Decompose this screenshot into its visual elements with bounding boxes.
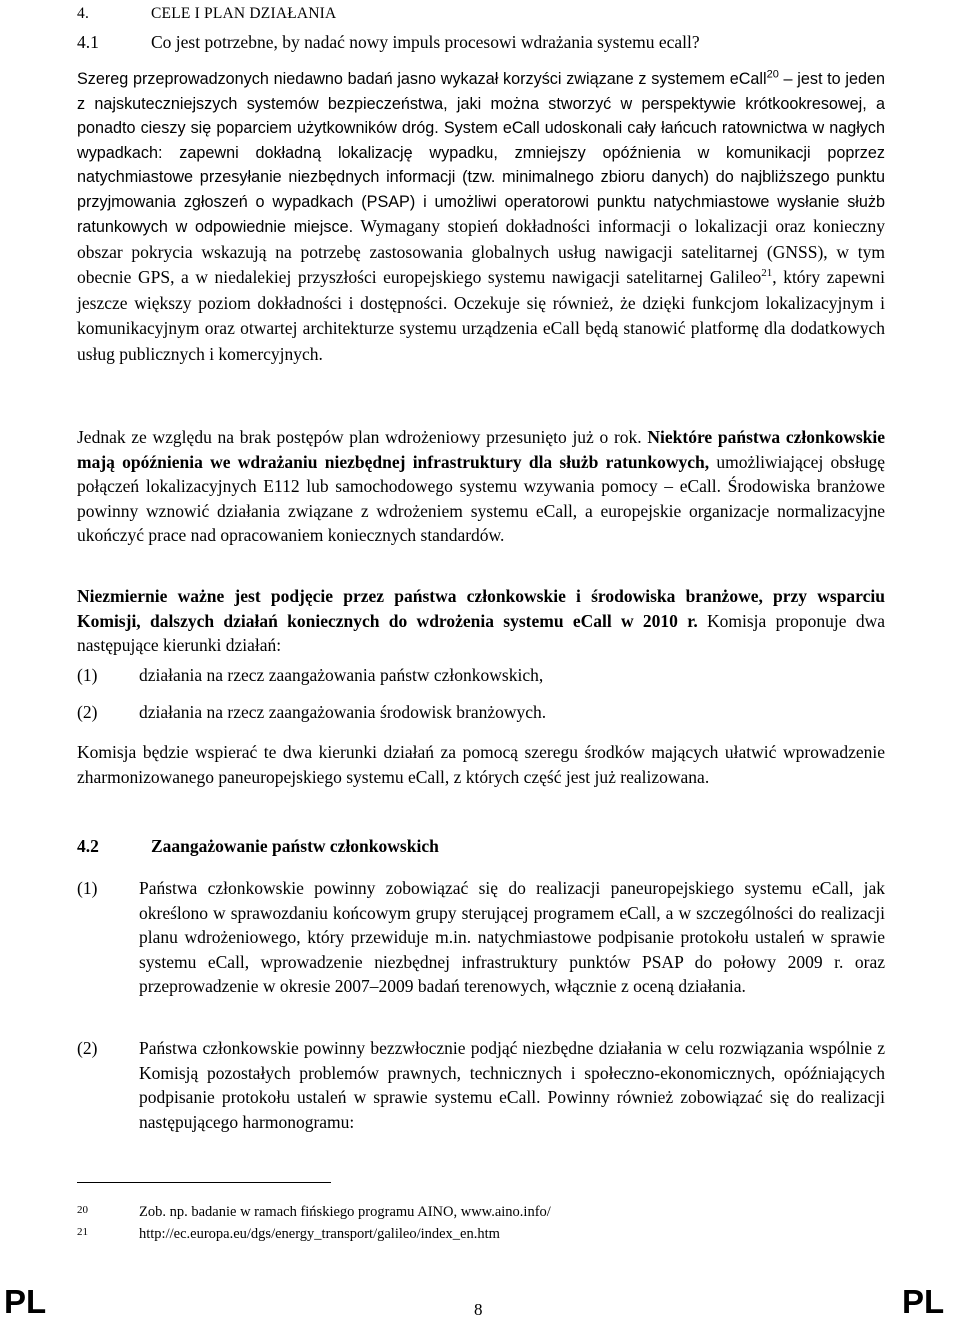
list-item-text: Państwa członkowskie powinny zobowiązać się do realizacji paneuropejskiego systemu eCall, jak określono w sprawozdaniu końcowym grupy sterującej programem eCall, a w szczególności do realizacji planu wdrożeniowego, który przewiduje m.in. natychmiastowe podpisanie protokołu ustaleń w sprawie systemu eCall, wprowadzenie niezbędnej infrastruktury punktów PSAP do połowy 2009 r. oraz przeprowadzenie w okresie 2007–2009 badań terenowych, włącznie z oceną działania. (139, 878, 885, 996)
list-item-label: (2) (77, 1038, 98, 1058)
list-item-text: działania na rzecz zaangażowania środowisk branżowych. (139, 702, 547, 722)
paragraph-support: Komisja będzie wspierać te dwa kierunki działań za pomocą szeregu środków mających ułatwić wprowadzenie zharmonizowanego paneuropejskiego systemu eCall, z których część jest już realizowana. (77, 742, 885, 787)
list-item-label: (1) (77, 665, 98, 685)
list-item-text: działania na rzecz zaangażowania państw członkowskich, (139, 665, 544, 685)
footnote-text: http://ec.europa.eu/dgs/energy_transport/galileo/index_en.htm (139, 1226, 500, 1242)
paragraph-commission: Niezmiernie ważne jest podjęcie przez państwa członkowskie i środowiska branżowe, przy wsparciu Komisji, dalszych działań koniecznych do wdrożenia systemu eCall w 2010 r. Komisja proponuje dwa następujące kierunki działań: (77, 586, 885, 655)
list-item-label: (2) (77, 702, 98, 722)
footnote-text: Zob. np. badanie w ramach fińskiego programu AINO, www.aino.info/ (139, 1204, 551, 1220)
subsection-heading-4-2 (77, 834, 885, 859)
section-number: 4. (77, 5, 90, 22)
paragraph-intro: Szereg przeprowadzonych niedawno badań jasno wykazał korzyści związane z systemem eCall$^{20}$ – jest to jeden z najskuteczniejszych systemów bezpieczeństwa, jaki można stworzyć w perspektywie krótkookresowej, a ponadto cieszy się poparciem użytkowników dróg. System eCall udoskonali cały łańcuch ratownictwa w nagłych wypadkach: zapewni dokładną lokalizację wypadku, zmniejszy opóźnienia w komunikacji poprzez natychmiastowe przesyłanie niezbędnych informacji (tzw. minimalnego zbioru danych) do najbliższego punktu przyjmowania zgłoszeń o wypadkach (PSAP) i umożliwi operatorowi punktu natychmiastowe wysłanie służb ratunkowych w odpowiednie miejsce. Wymagany stopień dokładności informacji o lokalizacji oraz konieczny obszar pokrycia wskazują na potrzebę zastosowania globalnych usług nawigacji satelitarnej (GNSS), w tym obecnie GPS, a w niedalekiej przyszłości europejskiego systemu nawigacji satelitarnej Galileo$^{21}$, który zapewni jeszcze większy poziom dokładności i dostępności. Oczekuje się również, że dzięki funkcjom lokalizacyjnym i komunikacyjnym oraz otwartej architekturze systemu urządzenia eCall będą stanowić platformę dla dodatkowych usług publicznych i komercyjnych. (77, 68, 886, 364)
emphasis-text: Niezmiernie ważne jest podjęcie przez państwa członkowskie i środowiska branżowe, przy wsparciu Komisji, dalszych działań koniecznych do wdrożenia systemu eCall w 2010 r. (77, 586, 885, 631)
footnote-divider (77, 1182, 331, 1183)
list-item-text: Państwa członkowskie powinny bezzwłocznie podjąć niezbędne działania w celu rozwiązania wspólnie z Komisją pozostałych problemów prawnych, technicznych i społeczno-ekonomicznych, opóźniających podpisanie protokołu ustaleń w sprawie systemu eCall. Powinny również zobowiązać się do realizacji następującego harmonogramu: (139, 1038, 885, 1132)
section-title: CELE I PLAN DZIAŁANIA (151, 5, 337, 22)
footnote-number: 21 (77, 1226, 88, 1238)
paragraph-delay: Jednak ze względu na brak postępów plan wdrożeniowy przesunięto już o rok. Niektóre państwa członkowskie mają opóźnienia we wdrażaniu niezbędnej infrastruktury dla służb ratunkowych, umożliwiającej obsługę połączeń lokalizacyjnych E112 lub samochodowego systemu wzywania pomocy – eCall. Środowiska branżowe powinny wznowić działania związane z wdrożeniem systemu eCall, a europejskie organizacje normalizacyjne ukończyć prace nad opracowaniem koniecznych standardów. (77, 427, 885, 545)
footnote-number: 20 (77, 1204, 88, 1216)
language-code-left: PL (4, 1283, 47, 1320)
subsection-title: Co jest potrzebne, by nadać nowy impuls procesowi wdrażania systemu ecall? (151, 32, 700, 52)
page-number: 8 (474, 1300, 483, 1319)
subsection-number: 4.1 (77, 32, 99, 52)
subsection-title: Zaangażowanie państw członkowskich (151, 836, 439, 856)
subsection-number: 4.2 (77, 836, 99, 856)
emphasis-text: Niektóre państwa członkowskie mają opóźnienia we wdrażaniu niezbędnej infrastruktury dla służb ratunkowych, (77, 427, 885, 472)
subsection-heading-4-1 (77, 30, 885, 55)
list-item-label: (1) (77, 878, 98, 898)
footnote-ref-20: 20 (766, 68, 779, 81)
language-code-right: PL (902, 1283, 945, 1320)
footnote-ref-21: 21 (761, 267, 773, 280)
section-heading (77, 2, 336, 27)
